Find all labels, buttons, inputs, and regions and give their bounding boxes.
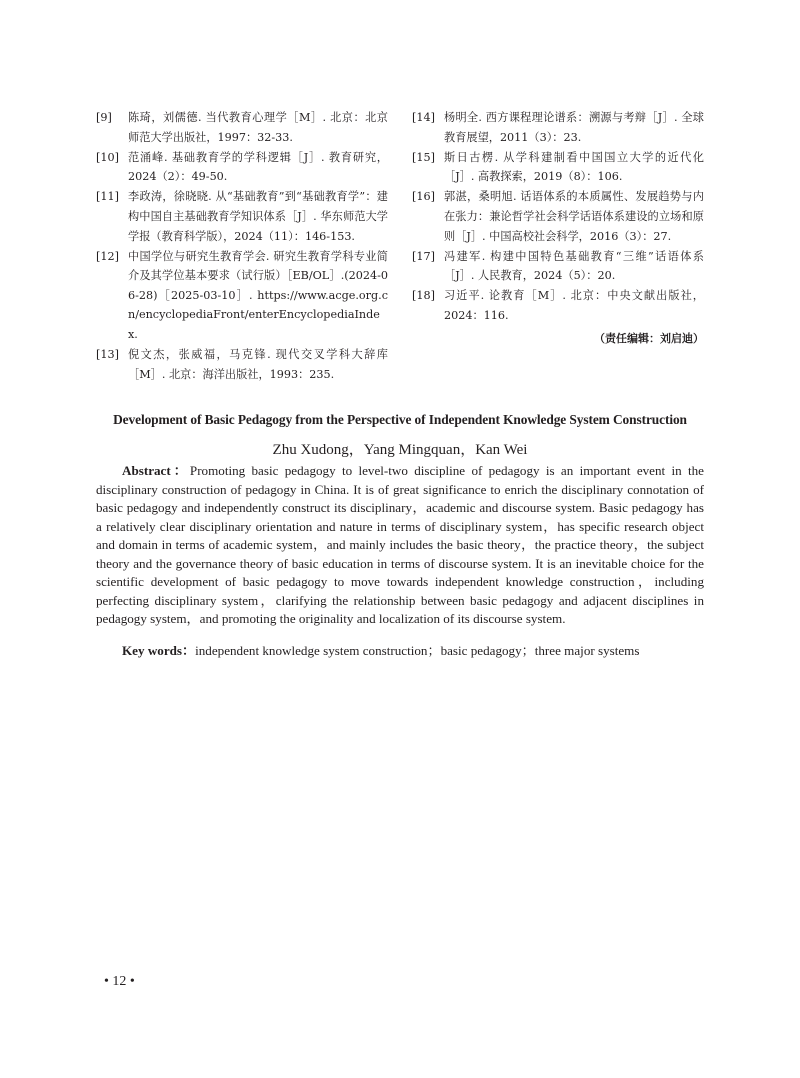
english-abstract bbox=[96, 462, 704, 629]
reference-number: [13] bbox=[96, 348, 119, 362]
reference-number: [10] bbox=[96, 150, 119, 164]
reference-text: 倪文杰，张威福，马克锋. 现代交叉学科大辞库［M］. 北京：海洋出版社，1993：235. bbox=[128, 348, 388, 381]
keywords-text: independent knowledge system construction；basic pedagogy；three major systems bbox=[195, 643, 640, 658]
keywords-label: Key words： bbox=[122, 643, 196, 658]
reference-number: [17] bbox=[412, 249, 435, 263]
reference-number: [9] bbox=[96, 111, 112, 124]
abstract-label: Abstract： bbox=[122, 463, 190, 478]
reference-item bbox=[412, 286, 704, 325]
author-names: Zhu Xudong，Yang Mingquan，Kan Wei bbox=[272, 442, 528, 458]
reference-item bbox=[96, 187, 388, 246]
reference-item bbox=[412, 108, 704, 147]
english-title: Development of Basic Pedagogy from the Perspective of Independent Knowledge System Construction bbox=[113, 412, 687, 427]
reference-number: [11] bbox=[96, 190, 119, 204]
reference-text: 冯建军. 构建中国特色基础教育“三维”话语体系［J］. 人民教育，2024（5）：20. bbox=[444, 249, 704, 283]
references-left-column bbox=[96, 108, 388, 385]
reference-item bbox=[96, 108, 388, 147]
reference-text: 中国学位与研究生教育学会. 研究生教育学科专业简介及其学位基本要求（试行版）［EB/OL］.(2024-06-28)［2025-03-10］. https://www.acge.org.cn/encyclopediaFront/enterEncyclopediaIndex. bbox=[128, 249, 388, 342]
reference-text: 杨明全. 西方课程理论谱系：溯源与考辩［J］. 全球教育展望，2011（3）：23. bbox=[444, 111, 704, 144]
reference-item bbox=[96, 345, 388, 384]
abstract-text: Promoting basic pedagogy to level-two discipline of pedagogy is an important event in the disciplinary construction of pedagogy in China. It is of great significance to enrich the disciplinary connotation of basic pedagogy and independently construct its disciplinary，academic and discourse system. Basic pedagogy has a relatively clear disciplinary orientation and nature in terms of disciplinary system，has specific research object and domain in terms of academic system，and mainly includes the basic theory，the practice theory，the subject theory and the governance theory of basic education in terms of discourse system. It is an inevitable choice for the scientific development of basic pedagogy to move towards independent knowledge construction，including perfecting disciplinary system，clarifying the relationship between basic pedagogy and adjacent disciplines in pedagogy system，and promoting the originality and localization of its discourse system. bbox=[96, 463, 704, 626]
reference-text: 陈琦，刘儒德. 当代教育心理学［M］. 北京：北京师范大学出版社，1997：32-33. bbox=[128, 111, 388, 144]
reference-text: 郭湛，桑明旭. 话语体系的本质属性、发展趋势与内在张力：兼论哲学社会科学话语体系建设的立场和原则［J］. 中国高校社会科学，2016（3）：27. bbox=[444, 190, 704, 243]
reference-item bbox=[412, 247, 704, 286]
english-keywords bbox=[96, 642, 704, 661]
reference-text: 斯日古楞. 从学科建制看中国国立大学的近代化［J］. 高教探索，2019（8）：106. bbox=[444, 150, 704, 184]
reference-item bbox=[412, 148, 704, 187]
reference-item bbox=[96, 247, 388, 345]
reference-text: 范涌峰. 基础教育学的学科逻辑［J］. 教育研究，2024（2）：49-50. bbox=[128, 150, 388, 184]
page-number: • 12 • bbox=[104, 974, 135, 989]
reference-number: [12] bbox=[96, 249, 119, 263]
reference-number: [16] bbox=[412, 190, 435, 204]
reference-text: 李政涛，徐晓晓. 从“基础教育”到“基础教育学”：建构中国自主基础教育学知识体系［J］. 华东师范大学学报（教育科学版），2024（11）：146-153. bbox=[128, 190, 388, 243]
references-right-column bbox=[412, 108, 704, 326]
reference-item bbox=[412, 187, 704, 246]
reference-number: [15] bbox=[412, 150, 435, 164]
reference-number: [14] bbox=[412, 111, 435, 124]
responsible-editor-note: （责任编辑：刘启迪） bbox=[594, 332, 704, 345]
reference-text: 习近平. 论教育［M］. 北京：中央文献出版社，2024：116. bbox=[444, 289, 704, 322]
reference-item bbox=[96, 148, 388, 187]
reference-number: [18] bbox=[412, 289, 435, 303]
